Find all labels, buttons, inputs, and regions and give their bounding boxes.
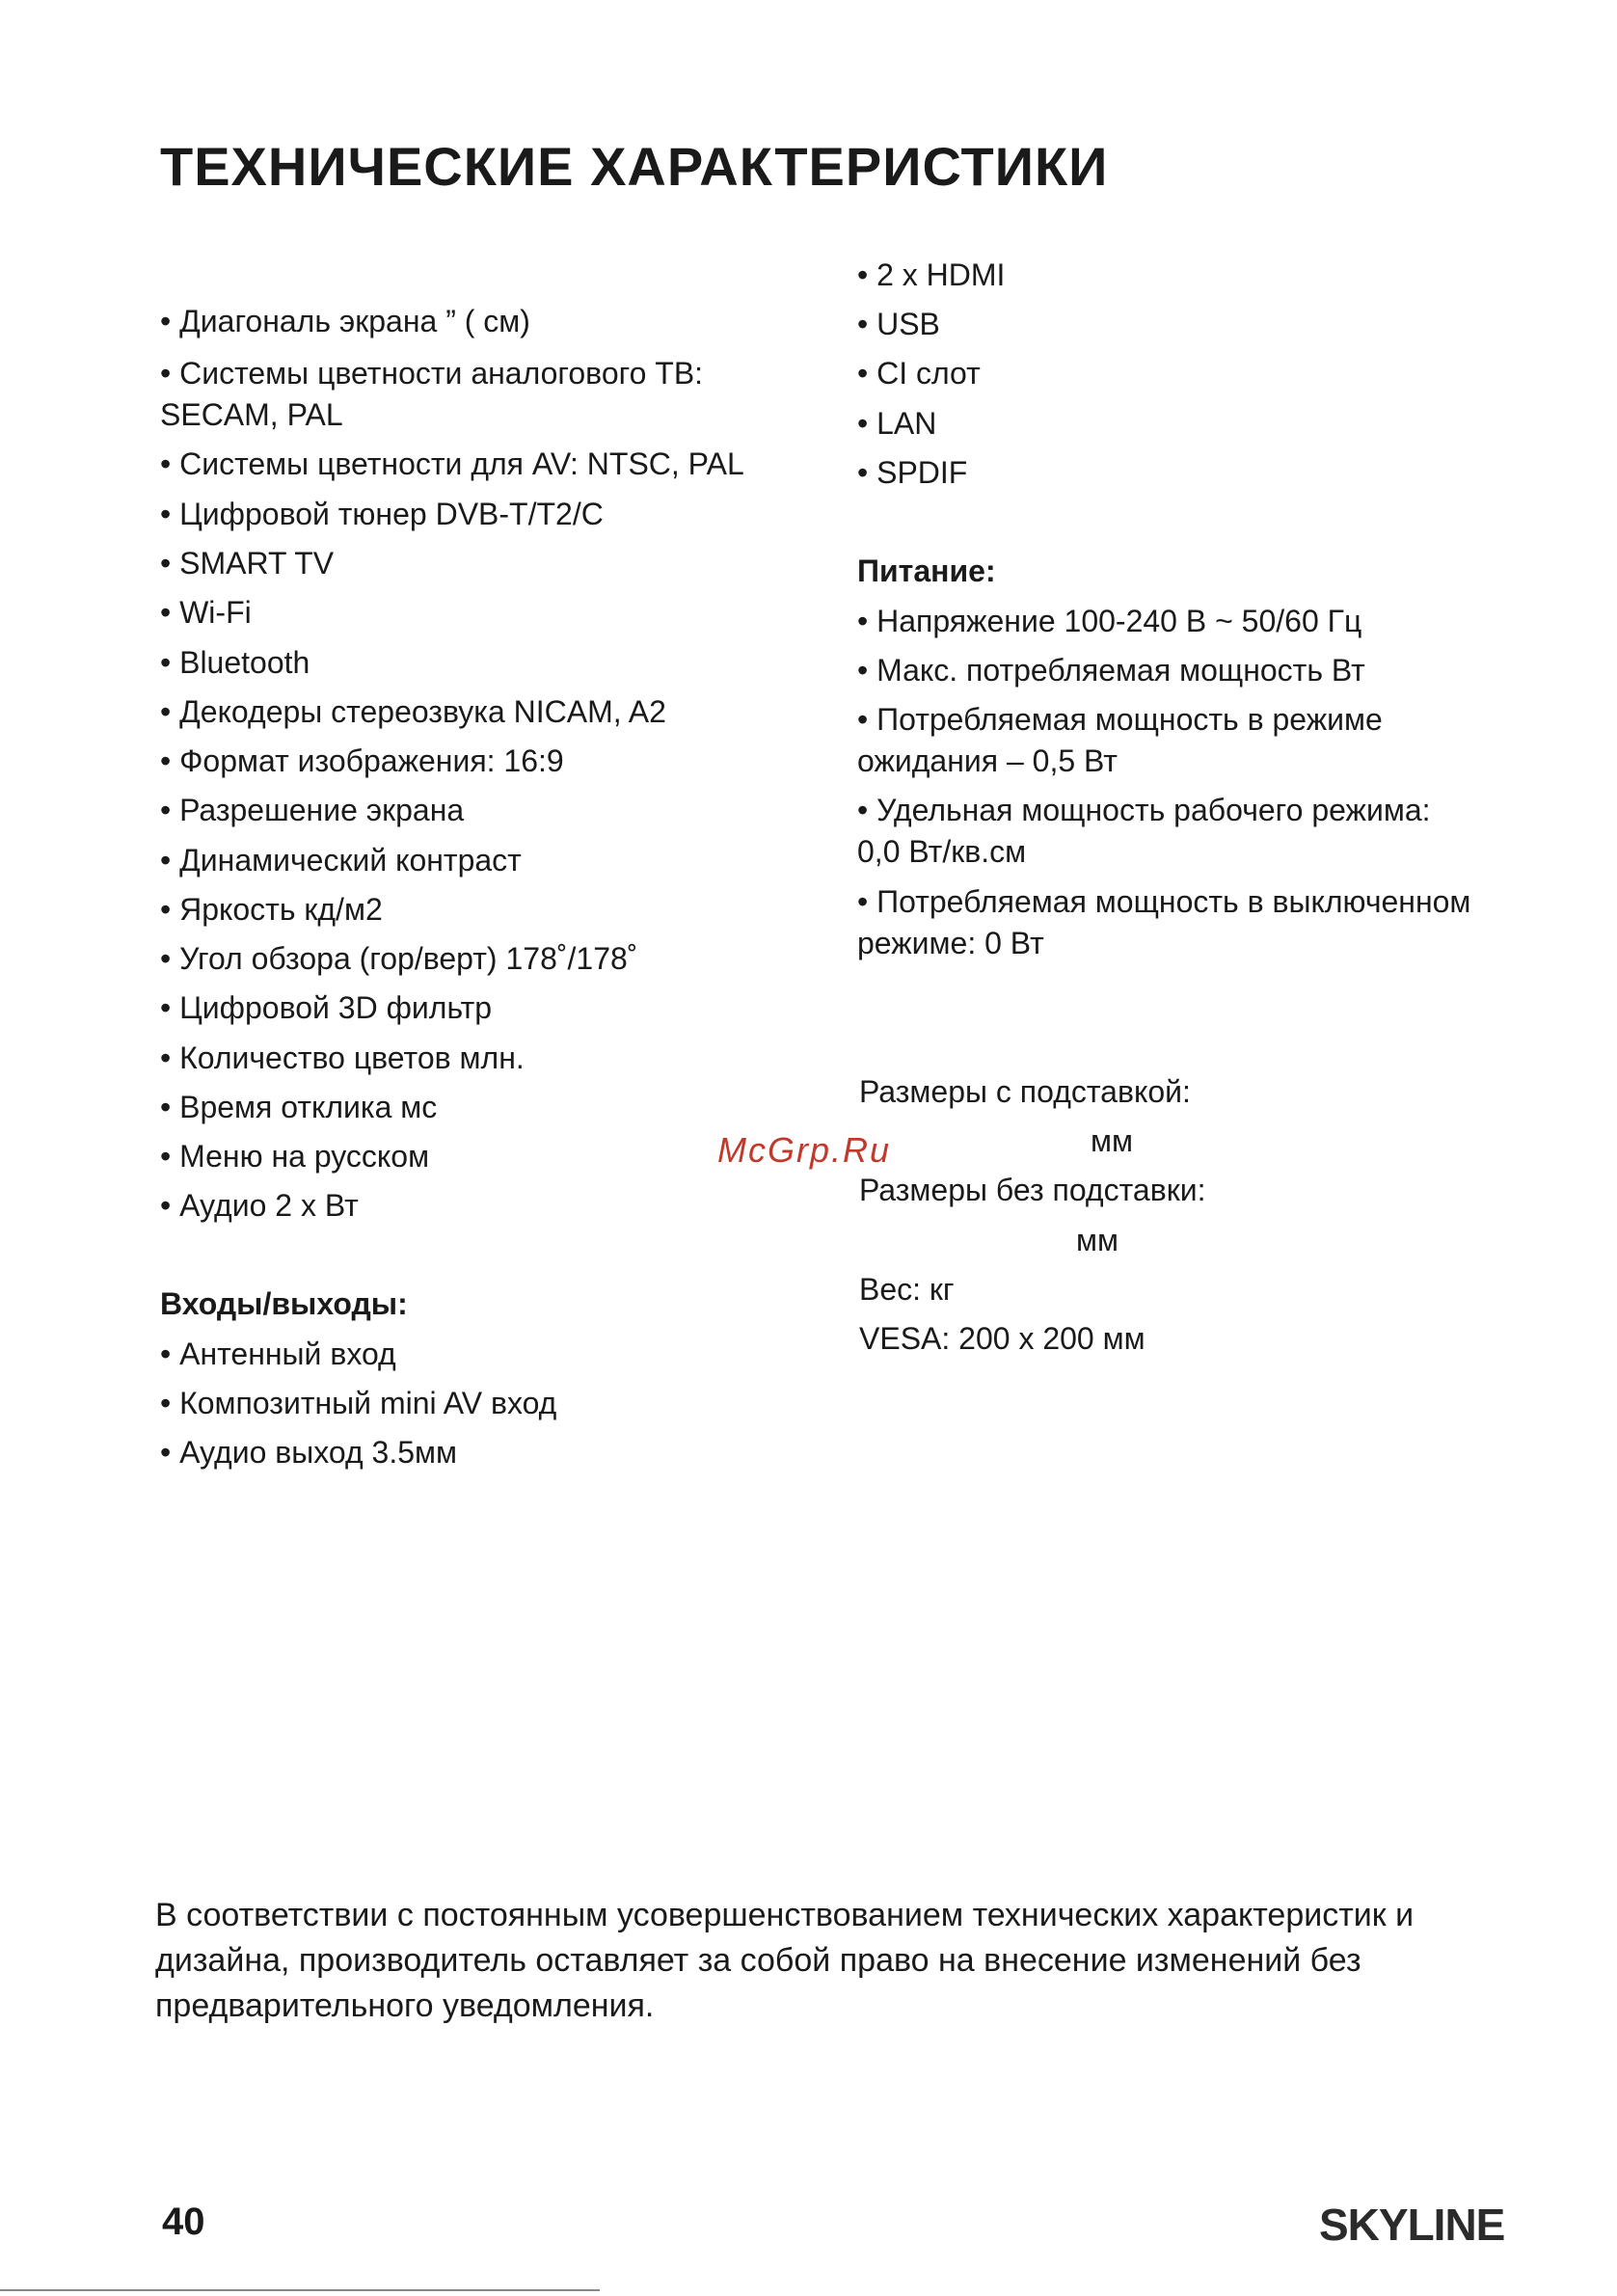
spec-image-format: • Формат изображения: 16:9 [160,743,564,778]
dimensions-with-stand-label: Размеры с подставкой: [859,1074,1191,1109]
spec-stereo-decoders: • Декодеры стереозвука NICAM, A2 [160,694,666,729]
port-lan: • LAN [857,406,937,441]
spec-smart-tv: • SMART TV [160,546,335,581]
bottom-divider [0,2289,600,2291]
spec-dynamic-contrast: • Динамический контраст [160,843,522,878]
spec-resolution: • Разрешение экрана [160,793,465,827]
dimensions-with-stand-unit: мм [1091,1123,1133,1158]
spec-bluetooth: • Bluetooth [160,645,310,680]
dimensions-without-stand-unit: мм [1076,1223,1118,1257]
power-max-consumption: • Макс. потребляемая мощность Вт [857,653,1365,688]
spec-3d-filter: • Цифровой 3D фильтр [160,990,493,1025]
power-specific: • Удельная мощность рабочего режима: [857,793,1431,827]
design-change-notice: В соответствии с постоянным усовершенствованием технических характеристик и дизайна, производитель оставляет за собой право на внесение изменений без предварительного уведомления. [155,1897,1415,2024]
spec-audio: • Аудио 2 х Вт [160,1188,359,1223]
watermark: McGrp.Ru [717,1130,892,1170]
io-composite-av-input: • Композитный mini AV вход [160,1386,557,1420]
spec-viewing-angle: • Угол обзора (гор/верт) 178˚/178˚ [160,941,638,976]
power-heading: Питание: [857,554,996,588]
spec-av-color-systems: • Системы цветности для AV: NTSC, PAL [160,446,744,481]
io-audio-output: • Аудио выход 3.5мм [160,1435,458,1470]
vesa-mount: VESA: 200 x 200 мм [859,1321,1145,1356]
power-specific-cont: 0,0 Вт/кв.см [857,834,1027,869]
port-usb: • USB [857,307,940,341]
spec-wifi: • Wi-Fi [160,595,252,630]
port-hdmi: • 2 x HDMI [857,257,1006,292]
spec-analog-color-systems: • Системы цветности аналогового ТВ: [160,356,704,391]
dimensions-without-stand-label: Размеры без подставки: [859,1173,1206,1207]
spec-brightness: • Яркость кд/м2 [160,892,383,927]
spec-color-count: • Количество цветов млн. [160,1040,525,1075]
spec-response-time: • Время отклика мс [160,1090,438,1124]
weight: Вес: кг [859,1272,955,1307]
power-standby-cont: ожидания – 0,5 Вт [857,743,1118,778]
io-antenna-input: • Антенный вход [160,1337,396,1371]
brand-logo: SKYLINE [1319,2200,1505,2250]
port-spdif: • SPDIF [857,455,968,490]
page-title: ТЕХНИЧЕСКИЕ ХАРАКТЕРИСТИКИ [160,136,1109,197]
spec-analog-color-systems-cont: SECAM, PAL [160,397,343,432]
power-off-mode: • Потребляемая мощность в выключенном [857,884,1471,919]
spec-screen-diagonal: • Диагональ экрана ” ( см) [160,304,530,338]
power-standby: • Потребляемая мощность в режиме [857,702,1383,737]
spec-digital-tuner: • Цифровой тюнер DVB-T/T2/C [160,497,604,531]
port-ci-slot: • CI слот [857,356,981,391]
power-off-mode-cont: режиме: 0 Вт [857,926,1044,960]
page-number: 40 [162,2201,205,2243]
power-voltage: • Напряжение 100-240 В ~ 50/60 Гц [857,604,1362,638]
io-heading: Входы/выходы: [160,1286,408,1321]
spec-russian-menu: • Меню на русском [160,1139,430,1174]
